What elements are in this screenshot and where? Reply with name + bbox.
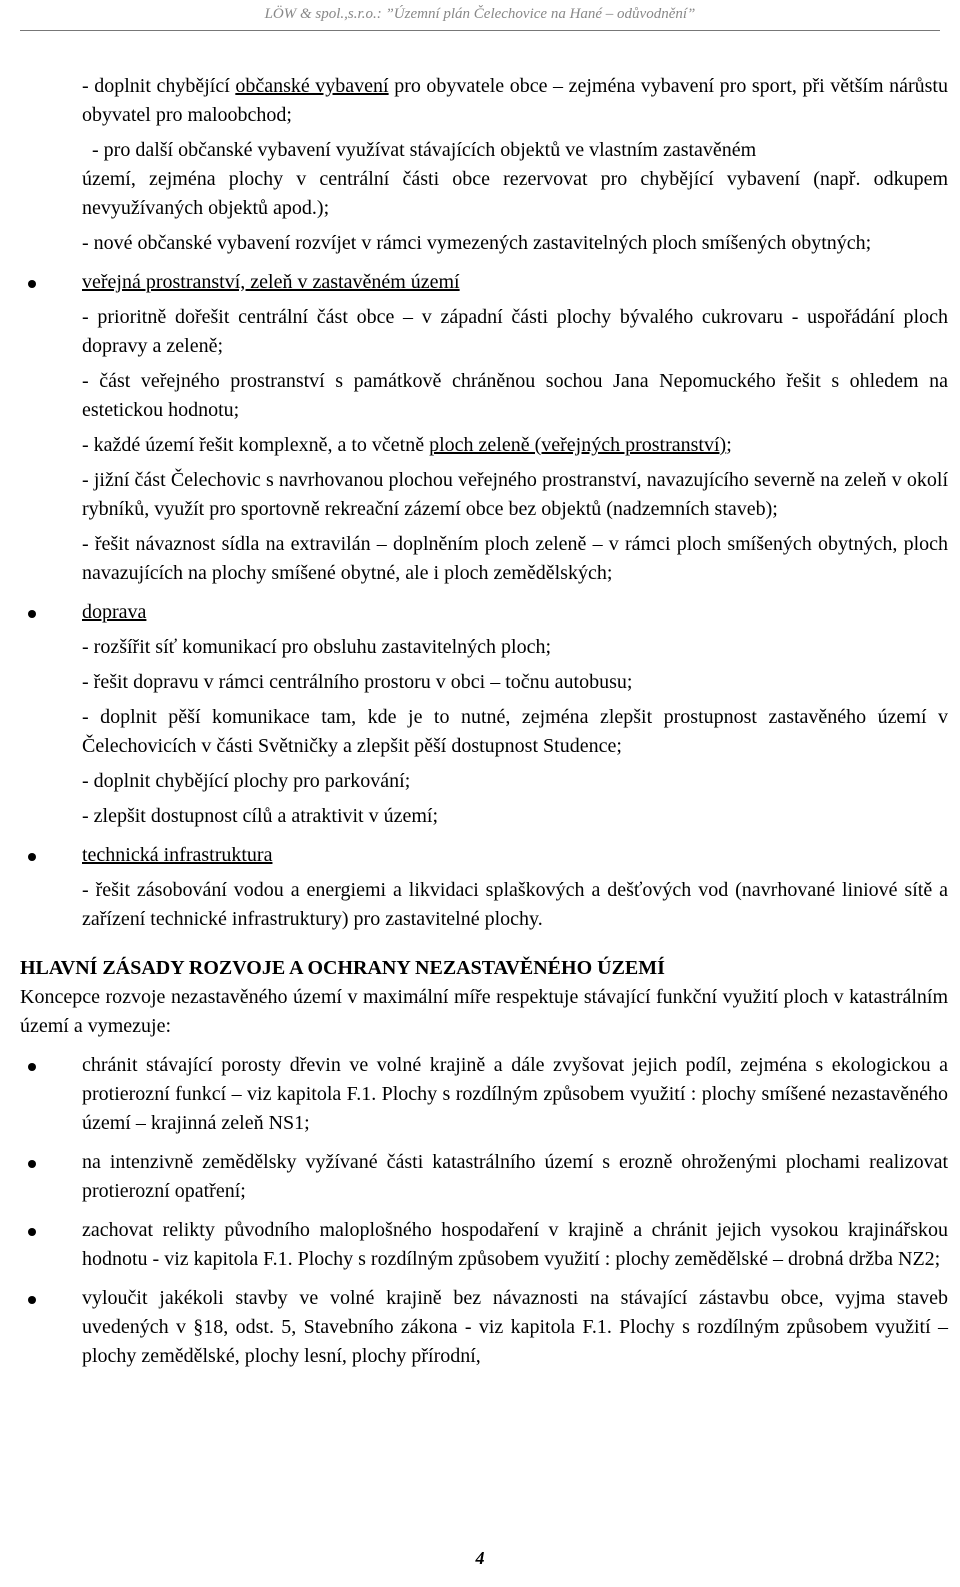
list-item — [82, 431, 948, 460]
list-item: - řešit dopravu v rámci centrálního prostoru v obci – točnu autobusu; — [82, 671, 633, 693]
list-item: - řešit zásobování vodou a energiemi a likvidaci splaškových a dešťových vod (navrhované liniové sítě a zařízení technické infrastruktury) pro zastavitelné plochy. — [82, 879, 948, 930]
list-item: - rozšířit síť komunikací pro obsluhu zastavitelných ploch; — [82, 636, 552, 658]
list-item: - doplnit chybějící plochy pro parkování; — [82, 770, 411, 792]
underlined-term: občanské vybavení — [235, 75, 389, 97]
text-fragment: pro obyvatele obce – zejména vybavení pro sport, při větším nárůstu obyvatel pro maloobchod; — [82, 75, 948, 126]
list-item: - zlepšit dostupnost cílů a atraktivit v území; — [82, 805, 439, 827]
underlined-term: ploch zeleně (veřejných prostranství) — [429, 434, 727, 456]
section-title-text: technická infrastruktura — [82, 844, 273, 866]
bullet-item: na intenzivně zemědělsky vyžívané části katastrálního území s erozně ohroženými plochami realizovat protierozní opatření; — [82, 1148, 948, 1206]
bullet-item: vyloučit jakékoli stavby ve volné krajině bez návaznosti na stávající zástavbu obce, vyjma staveb uvedených v §18, odst. 5, Stavebního zákona - viz kapitola F.1. Plochy s rozdílným způsobem využití – plochy zemědělské, plochy lesní, plochy přírodní, — [82, 1284, 948, 1371]
intro-paragraph: Koncepce rozvoje nezastavěného území v maximální míře respektuje stávající funkční využití ploch v katastrálním území a vymezuje: — [20, 986, 948, 1037]
paragraph-central-area: území, zejména plochy v centrální části obce rezervovat pro chybějící vybavení (např. odkupem nevyužívaných objektů apod.); — [82, 168, 948, 219]
section-title-text: doprava — [82, 601, 147, 623]
text-fragment: ; — [726, 434, 732, 456]
page-number: 4 — [475, 1548, 485, 1568]
section-title-public-spaces — [82, 268, 948, 297]
list-item: - část veřejného prostranství s památkově chráněnou sochou Jana Nepomuckého řešit s ohledem na estetickou hodnotu; — [82, 370, 948, 421]
header-rule — [20, 30, 940, 31]
page-content — [0, 72, 960, 1371]
list-item: - prioritně dořešit centrální část obce – v západní části plochy bývalého cukrovaru - uspořádání ploch dopravy a zeleně; — [82, 306, 948, 357]
section-title-infrastructure — [82, 841, 948, 870]
section-heading: HLAVNÍ ZÁSADY ROZVOJE A OCHRANY NEZASTAVĚNÉHO ÚZEMÍ — [20, 957, 665, 979]
paragraph-existing-buildings: - pro další občanské vybavení využívat stávajících objektů ve vlastním zastavěném — [92, 139, 757, 161]
section-title-transport — [82, 598, 948, 627]
paragraph-civic-amenities — [82, 72, 948, 130]
bullet-item: zachovat relikty původního maloplošného hospodaření v krajině a chránit jejich vysokou krajinářskou hodnotu - viz kapitola F.1. Plochy s rozdílným způsobem využití : plochy zemědělské – drobná držba NZ2; — [82, 1216, 948, 1274]
paragraph-new-amenities: - nové občanské vybavení rozvíjet v rámci vymezených zastavitelných ploch smíšených obytných; — [82, 232, 872, 254]
list-item: - doplnit pěší komunikace tam, kde je to nutné, zejména zlepšit prostupnost zastavěného území v Čelechovicích v části Světničky a zlepšit pěší dostupnost Studence; — [82, 706, 948, 757]
section-title-text: veřejná prostranství, zeleň v zastavěném území — [82, 271, 460, 293]
list-item: - jižní část Čelechovic s navrhovanou plochou veřejného prostranství, navazujícího severně na zeleň v okolí rybníků, využít pro sportovně rekreační zázemí obce bez objektů (nadzemních staveb); — [82, 469, 948, 520]
text-fragment: - doplnit chybějící — [82, 75, 236, 97]
running-header: LÖW & spol.,s.r.o.: ”Územní plán Čelechovice na Hané – odůvodnění” — [264, 6, 696, 22]
bullet-item: chránit stávající porosty dřevin ve volné krajině a dále zvyšovat jejich podíl, zejména s ekologickou a protierozní funkcí – viz kapitola F.1. Plochy s rozdílným způsobem využití : plochy smíšené nezastavěného území – krajinná zeleň NS1; — [82, 1051, 948, 1138]
list-item: - řešit návaznost sídla na extravilán – doplněním ploch zeleně – v rámci ploch smíšených obytných, ploch navazujících na plochy smíšené obytné, ale i ploch zemědělských; — [82, 533, 948, 584]
text-fragment: - každé území řešit komplexně, a to včetně — [82, 434, 430, 456]
